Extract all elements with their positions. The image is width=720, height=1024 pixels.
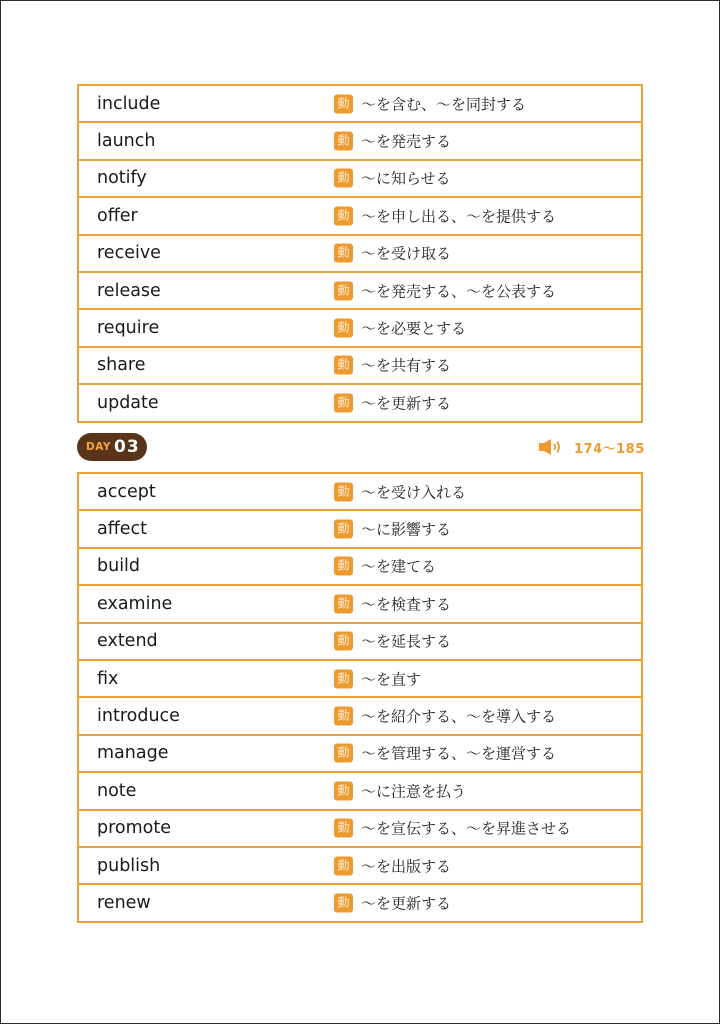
- vocab-word: examine: [97, 593, 173, 614]
- vocab-cell: [78, 235, 642, 272]
- pos-badge: 動: [334, 669, 353, 688]
- vocab-meaning: 〜を申し出る、〜を提供する: [361, 207, 557, 226]
- vocab-cell: [78, 548, 642, 585]
- vocab-row: [78, 122, 642, 159]
- vocab-word: affect: [97, 519, 148, 540]
- vocab-word: fix: [97, 668, 119, 689]
- pos-badge: 動: [334, 482, 353, 501]
- vocab-word: offer: [97, 205, 138, 226]
- vocab-cell: [78, 384, 642, 421]
- pos-badge: 動: [334, 169, 353, 188]
- vocab-row: [78, 585, 642, 622]
- vocab-cell: [78, 697, 642, 734]
- vocab-meaning: 〜を必要とする: [361, 319, 467, 338]
- vocab-row: [78, 884, 642, 921]
- vocab-meaning: 〜を含む、〜を同封する: [361, 95, 527, 114]
- day-label: DAY: [86, 441, 111, 453]
- vocab-word: share: [97, 355, 146, 376]
- day-number: 03: [114, 437, 140, 457]
- vocab-meaning: 〜を更新する: [361, 894, 452, 913]
- vocab-cell: [78, 810, 642, 847]
- vocab-cell: [78, 309, 642, 346]
- pos-badge: 動: [334, 594, 353, 613]
- vocab-cell: [78, 160, 642, 197]
- vocab-cell: [78, 85, 642, 122]
- vocab-row: [78, 772, 642, 809]
- vocab-row: [78, 309, 642, 346]
- vocab-row: [78, 847, 642, 884]
- pos-badge: 動: [334, 781, 353, 800]
- vocab-row: [78, 510, 642, 547]
- vocab-row: [78, 235, 642, 272]
- vocab-row: [78, 473, 642, 510]
- pos-badge: 動: [334, 393, 353, 412]
- vocab-meaning: 〜を発売する、〜を公表する: [361, 282, 557, 301]
- vocab-word: include: [97, 93, 161, 114]
- vocab-meaning: 〜に注意を払う: [361, 782, 467, 801]
- vocab-row: [78, 660, 642, 697]
- vocab-word: extend: [97, 631, 158, 652]
- vocab-word: promote: [97, 818, 172, 839]
- vocab-table-2: [77, 472, 643, 923]
- pos-badge: 動: [334, 557, 353, 576]
- vocab-meaning: 〜を管理する、〜を運営する: [361, 744, 557, 763]
- vocab-word: require: [97, 318, 160, 339]
- vocab-cell: [78, 623, 642, 660]
- vocab-row: [78, 384, 642, 421]
- vocab-row: [78, 85, 642, 122]
- vocab-word: build: [97, 556, 141, 577]
- vocab-meaning: 〜を直す: [361, 670, 422, 689]
- vocab-word: publish: [97, 855, 161, 876]
- vocab-cell: [78, 735, 642, 772]
- pos-badge: 動: [334, 856, 353, 875]
- vocab-cell: [78, 510, 642, 547]
- vocab-meaning: 〜を建てる: [361, 557, 437, 576]
- vocab-meaning: 〜を更新する: [361, 394, 452, 413]
- pos-badge: 動: [334, 132, 353, 151]
- vocab-word: accept: [97, 481, 156, 502]
- pos-badge: 動: [334, 744, 353, 763]
- pos-badge: 動: [334, 244, 353, 263]
- vocab-table-1: [77, 84, 643, 423]
- vocab-meaning: 〜を共有する: [361, 356, 452, 375]
- vocab-word: launch: [97, 131, 156, 152]
- vocab-cell: [78, 660, 642, 697]
- vocab-word: introduce: [97, 706, 180, 727]
- vocab-cell: [78, 197, 642, 234]
- vocab-cell: [78, 585, 642, 622]
- vocab-row: [78, 623, 642, 660]
- pos-badge: 動: [334, 893, 353, 912]
- pos-badge: 動: [334, 94, 353, 113]
- vocab-word: renew: [97, 892, 151, 913]
- vocab-row: [78, 160, 642, 197]
- vocab-meaning: 〜を受け入れる: [361, 483, 467, 502]
- vocab-word: notify: [97, 168, 147, 189]
- pos-badge: 動: [334, 319, 353, 338]
- vocab-cell: [78, 473, 642, 510]
- vocab-row: [78, 548, 642, 585]
- speaker-icon: [538, 438, 568, 456]
- pos-badge: 動: [334, 707, 353, 726]
- vocab-row: [78, 810, 642, 847]
- vocab-word: receive: [97, 243, 161, 264]
- audio-range: 174〜185: [574, 442, 645, 457]
- pos-badge: 動: [334, 632, 353, 651]
- vocab-cell: [78, 884, 642, 921]
- vocab-row: [78, 697, 642, 734]
- pos-badge: 動: [334, 281, 353, 300]
- pos-badge: 動: [334, 206, 353, 225]
- vocab-word: manage: [97, 743, 169, 764]
- vocab-cell: [78, 847, 642, 884]
- vocab-row: [78, 272, 642, 309]
- vocab-cell: [78, 347, 642, 384]
- pos-badge: 動: [334, 520, 353, 539]
- pos-badge: 動: [334, 819, 353, 838]
- vocab-word: note: [97, 780, 137, 801]
- vocab-row: [78, 347, 642, 384]
- vocab-word: release: [97, 280, 161, 301]
- vocab-cell: [78, 122, 642, 159]
- vocab-row: [78, 735, 642, 772]
- vocab-word: update: [97, 392, 159, 413]
- vocab-meaning: 〜を検査する: [361, 595, 452, 614]
- vocab-cell: [78, 272, 642, 309]
- vocab-meaning: 〜を受け取る: [361, 244, 452, 263]
- vocab-meaning: 〜を発売する: [361, 132, 452, 151]
- vocab-meaning: 〜に知らせる: [361, 169, 451, 188]
- vocab-meaning: 〜を出版する: [361, 857, 452, 876]
- vocab-row: [78, 197, 642, 234]
- vocab-cell: [78, 772, 642, 809]
- vocab-meaning: 〜を宣伝する、〜を昇進させる: [361, 819, 572, 838]
- day-badge: [77, 433, 147, 461]
- vocab-meaning: 〜を紹介する、〜を導入する: [361, 707, 557, 726]
- pos-badge: 動: [334, 356, 353, 375]
- vocab-meaning: 〜を延長する: [361, 632, 452, 651]
- vocab-meaning: 〜に影響する: [361, 520, 452, 539]
